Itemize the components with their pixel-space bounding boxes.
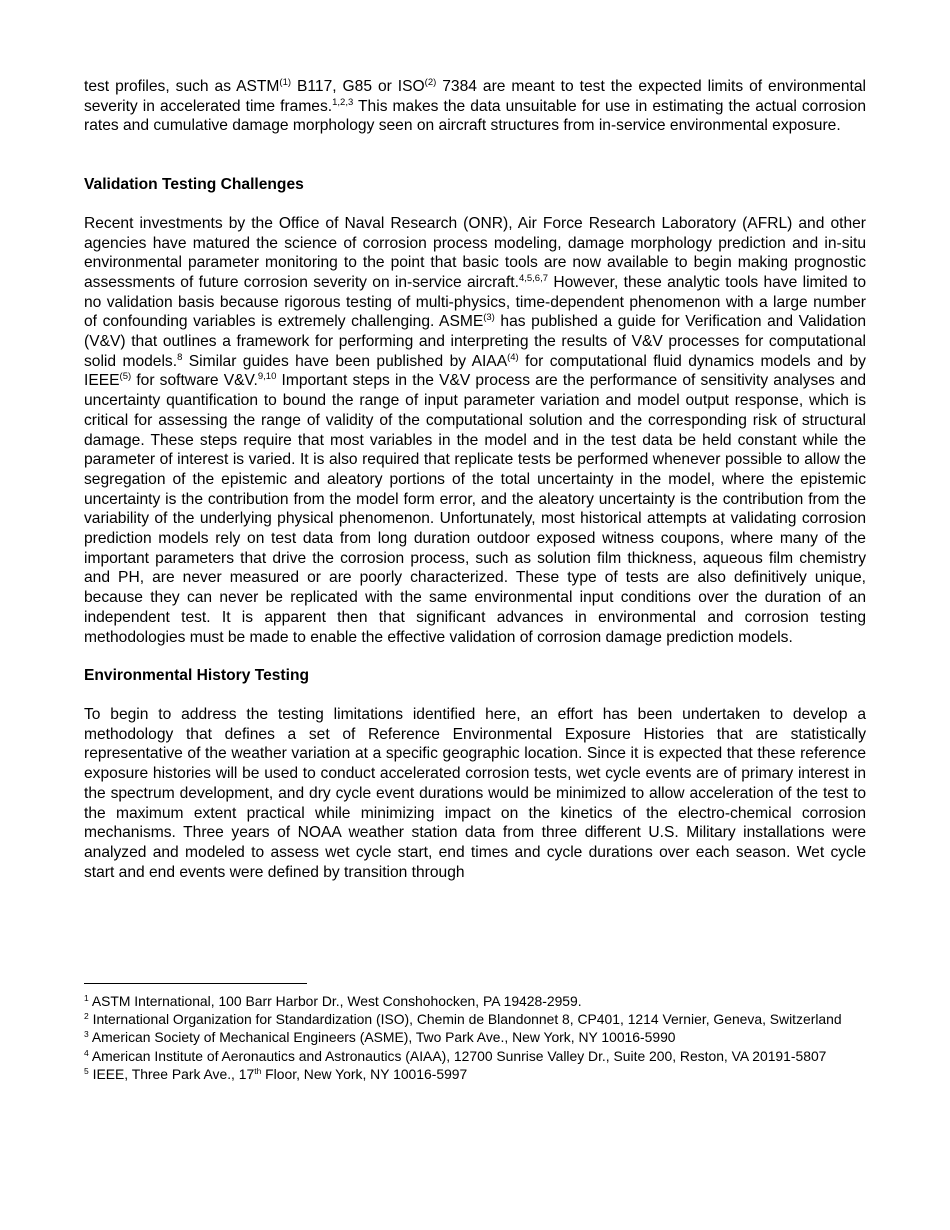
citation-ref: 8 bbox=[177, 351, 183, 363]
body-text: Recent investments by the Office of Naval Research (ONR), Air Force Research Laboratory (AFRL) and other agencies have matured the science of corrosion process modeling, damage morphology prediction and in-situ environmental parameter monitoring to the point that basic tools are now available to begin making prognostic assessments of future corrosion severity on in-service aircraft. bbox=[84, 214, 866, 291]
footnote-ref: (3) bbox=[483, 312, 495, 324]
environmental-paragraph: To begin to address the testing limitations identified here, an effort has been undertaken to develop a methodology that defines a set of Reference Environmental Exposure Histories that are statistically representative of the weather variation at a specific geographic location. Since it is expected that these reference exposure histories will be used to conduct accelerated corrosion tests, wet cycle events are of primary interest in the spectrum development, and dry cycle event durations would be minimized to allow acceleration of the test to the maximum extent practical while minimizing impact on the kinetics of the electro-chemical corrosion mechanisms. Three years of NOAA weather station data from three different U.S. Military installations were analyzed and modeled to assess wet cycle start, end times and cycle durations over each season. Wet cycle start and end events were defined by transition through bbox=[84, 705, 866, 881]
section-heading-environmental: Environmental History Testing bbox=[84, 667, 309, 685]
footnote-3 bbox=[84, 1028, 866, 1046]
body-text: Similar guides have been published by AIAA bbox=[182, 352, 508, 370]
footnote-number: 3 bbox=[84, 1029, 89, 1040]
footnote-4 bbox=[84, 1047, 866, 1065]
footnote-number: 2 bbox=[84, 1011, 89, 1022]
footnote-ref: (5) bbox=[119, 371, 132, 383]
intro-text: B117, G85 or ISO bbox=[291, 78, 425, 95]
intro-text: This makes the data unsuitable for use in estimating the actual corrosion rates and cumulative damage morphology seen on aircraft structures from in-service environmental exposure. bbox=[84, 97, 867, 135]
body-text: for software V&V. bbox=[131, 372, 258, 390]
footnote-text: IEEE, Three Park Ave., 17 bbox=[88, 1065, 255, 1082]
citation-ref: 1,2,3 bbox=[332, 96, 354, 108]
footnote-number: 1 bbox=[84, 993, 89, 1003]
ordinal-suffix: th bbox=[254, 1065, 262, 1076]
footnote-separator bbox=[84, 983, 307, 984]
body-text: for computational fluid dynamics models and by IEEE bbox=[84, 352, 866, 390]
footnotes bbox=[84, 992, 866, 1083]
intro-text: 7384 are meant to test the expected limits of environmental severity in accelerated time frames. bbox=[84, 78, 866, 115]
body-text: has published a guide for Verification and Validation (V&V) that outlines a framework for performing and interpreting the results of V&V processes for computational solid models. bbox=[84, 313, 866, 370]
body-text: Important steps in the V&V process are the performance of sensitivity analyses and uncertainty quantification to bound the range of input parameter variation and model output response, which is critical for assessing the range of validity of the computational solution and the corresponding risk of structural damage. These steps require that most variables in the model and in the test data be held constant while the parameter of interest is varied. It is also required that replicate tests be performed whenever possible to allow the segregation of the epistemic and aleatory portions of the total uncertainty in the model, where the epistemic uncertainty is the contribution from the model form error, and the aleatory uncertainty is the contribution from the variability of the underlying physical phenomenon. Unfortunately, most historical attempts at validating corrosion prediction models rely on test data from long duration outdoor exposed witness coupons, where many of the important parameters that drive the corrosion process, such as solution film thickness, aqueous film chemistry and PH, are never measured or are poorly characterized. These type of tests are also definitively unique, because they can never be replicated with the same environmental input conditions over the duration of an independent test. It is apparent then that significant advances in environmental and corrosion testing methodologies must be made to enable the effective validation of corrosion damage prediction models. bbox=[84, 372, 866, 646]
footnote-ref: (2) bbox=[424, 77, 437, 88]
footnote-number: 5 bbox=[84, 1065, 89, 1076]
section-heading-validation: Validation Testing Challenges bbox=[84, 176, 304, 194]
footnote-text: American Society of Mechanical Engineers (ASME), Two Park Ave., New York, NY 10016-5990 bbox=[88, 1029, 676, 1046]
footnote-ref: (4) bbox=[507, 351, 519, 363]
footnote-text: Floor, New York, NY 10016-5997 bbox=[261, 1065, 468, 1082]
footnote-ref: (1) bbox=[279, 77, 292, 88]
citation-ref: 9,10 bbox=[257, 371, 277, 383]
footnote-5 bbox=[84, 1065, 866, 1083]
page-body bbox=[84, 77, 866, 882]
footnote-number: 4 bbox=[84, 1047, 89, 1058]
footnote-2 bbox=[84, 1010, 866, 1028]
footnote-text: International Organization for Standardization (ISO), Chemin de Blandonnet 8, CP401, 1214 Vernier, Geneva, Switzerland bbox=[88, 1011, 842, 1028]
footnote-1 bbox=[84, 992, 866, 1010]
validation-paragraph bbox=[84, 214, 866, 647]
citation-ref: 4,5,6,7 bbox=[518, 272, 549, 284]
intro-paragraph bbox=[84, 77, 866, 136]
intro-text: test profiles, such as ASTM bbox=[84, 78, 280, 95]
footnote-text: ASTM International, 100 Barr Harbor Dr., West Conshohocken, PA 19428-2959. bbox=[88, 993, 582, 1009]
footnote-text: American Institute of Aeronautics and Astronautics (AIAA), 12700 Sunrise Valley Dr., Suite 200, Reston, VA 20191-5807 bbox=[88, 1047, 827, 1064]
body-text: However, these analytic tools have limited to no validation basis because rigorous testing of multi-physics, time-dependent phenomenon with a large number of confounding variables is extremely challenging. ASME bbox=[84, 273, 867, 331]
